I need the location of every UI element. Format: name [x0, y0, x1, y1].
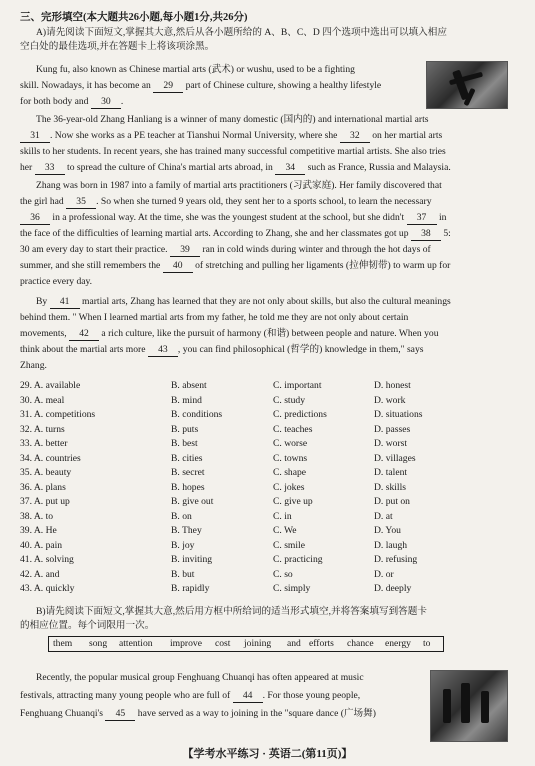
word-box-item: joining — [244, 638, 272, 649]
option-b: B. They — [171, 525, 202, 536]
option-a: 42. A. and — [20, 568, 60, 580]
blank-40: 40 — [163, 260, 193, 273]
option-c: C. predictions — [273, 409, 327, 420]
option-c: C. in — [273, 510, 292, 522]
passage-b-line: Recently, the popular musical group Fenghuang Chuanqi has often appeared at music — [36, 672, 364, 683]
blank-37: 37 — [407, 212, 437, 225]
option-c: C. jokes — [273, 481, 305, 493]
option-d: D. refusing — [374, 554, 418, 565]
option-a: 31. A. competitions — [20, 409, 96, 420]
option-b: B. joy — [171, 539, 195, 551]
word-box-item: cost — [215, 638, 231, 649]
passage-a-line: for both body and 30 . — [20, 96, 124, 107]
word-box-item: and — [287, 638, 301, 649]
option-d: D. at — [374, 510, 393, 522]
word-box-item: energy — [385, 638, 411, 649]
option-c: C. smile — [273, 539, 305, 551]
word-box-item: improve — [170, 638, 202, 649]
option-a: 34. A. countries — [20, 452, 81, 464]
blank-29: 29 — [153, 80, 183, 93]
option-d: D. situations — [374, 409, 423, 420]
part-a-instruction-2: 空白处的最佳选项,并在答题卡上将该项涂黑。 — [20, 41, 215, 52]
word-box-item: efforts — [309, 638, 334, 649]
option-c: C. important — [273, 380, 322, 391]
option-a: 35. A. beauty — [20, 467, 72, 478]
blank-44: 44 — [233, 690, 263, 703]
option-c: C. simply — [273, 583, 311, 594]
word-box-item: song — [89, 638, 108, 649]
option-c: C. worse — [273, 438, 308, 449]
passage-a-line: movements, 42 a rich culture, like the pursuit of harmony (和谐) between people and nature. When you — [20, 328, 439, 339]
blank-45: 45 — [105, 708, 135, 721]
passage-a-line: summer, and she still remembers the 40 of stretching and pulling her ligaments (拉伸韧带) to warm up for — [20, 260, 451, 271]
kungfu-photo — [426, 61, 508, 109]
passage-b-line: Fenghuang Chuanqi's 45 have served as a way to joining in the "square dance (广场舞) — [20, 708, 376, 719]
option-b: B. puts — [171, 423, 199, 435]
option-d: D. You — [374, 525, 401, 536]
passage-a-line: The 36-year-old Zhang Hanliang is a winner of many domestic (国内的) and international martial arts — [36, 114, 429, 125]
passage-a-line: 36 in a professional way. At the time, she was the youngest student at the school, but she didn't 37 in — [20, 212, 446, 225]
passage-a-line: Zhang. — [20, 360, 47, 371]
option-a: 40. A. pain — [20, 539, 63, 551]
blank-30: 30 — [91, 96, 121, 109]
option-c: C. towns — [273, 452, 308, 464]
option-c: C. give up — [273, 496, 313, 507]
word-box-item: them — [53, 638, 73, 649]
option-a: 37. A. put up — [20, 496, 70, 507]
option-c: C. teaches — [273, 423, 313, 435]
part-b-instruction-2: 的相应位置。每个词限用一次。 — [20, 620, 155, 631]
option-a: 43. A. quickly — [20, 583, 75, 594]
blank-41: 41 — [50, 296, 80, 309]
blank-38: 38 — [411, 228, 441, 241]
word-box-item: to — [423, 638, 431, 649]
option-a: 39. A. He — [20, 525, 57, 536]
option-b: B. cities — [171, 452, 203, 464]
passage-a-line: Kung fu, also known as Chinese martial arts (武术) or wushu, used to be a fighting — [36, 64, 355, 75]
passage-a-line: behind them. " When I learned martial arts from my father, he told me they are not only about certain — [20, 312, 409, 323]
option-a: 29. A. available — [20, 380, 81, 391]
option-b: B. give out — [171, 496, 214, 507]
option-c: C. practicing — [273, 554, 323, 565]
option-d: D. put on — [374, 496, 410, 507]
option-b: B. inviting — [171, 554, 213, 565]
option-b: B. rapidly — [171, 583, 210, 594]
option-b: B. mind — [171, 394, 202, 406]
option-a: 36. A. plans — [20, 481, 66, 493]
option-b: B. conditions — [171, 409, 223, 420]
part-b-instruction-1: B)请先阅读下面短文,掌握其大意,然后用方框中所给词的适当形式填空,并将答案填写到答题卡 — [36, 606, 427, 617]
blank-36: 36 — [20, 212, 50, 225]
option-d: D. talent — [374, 467, 408, 478]
section-title: 三、完形填空(本大题共26小题,每小题1分,共26分) — [20, 12, 248, 23]
word-box-item: chance — [347, 638, 374, 649]
option-a: 30. A. meal — [20, 394, 65, 406]
blank-34: 34 — [275, 162, 305, 175]
option-d: D. laugh — [374, 539, 408, 551]
blank-43: 43 — [148, 344, 178, 357]
blank-42: 42 — [69, 328, 99, 341]
option-d: D. honest — [374, 380, 411, 391]
option-b: B. best — [171, 438, 198, 449]
passage-a-line: 30 am every day to start their practice. 39 ran in cold winds during winter and through the hot days of — [20, 244, 431, 255]
option-c: C. shape — [273, 467, 307, 478]
option-b: B. absent — [171, 380, 207, 391]
blank-35: 35 — [66, 196, 96, 209]
option-b: B. secret — [171, 467, 205, 478]
option-b: B. on — [171, 510, 192, 522]
blank-31: 31 — [20, 130, 50, 143]
option-a: 32. A. turns — [20, 423, 65, 435]
passage-a-line: skill. Nowadays, it has become an 29 part of Chinese culture, showing a healthy lifestyle — [20, 80, 382, 91]
festival-photo — [430, 670, 508, 742]
passage-a-line: 31 . Now she works as a PE teacher at Tianshui Normal University, where she 32 on her martial arts — [20, 130, 442, 143]
option-a: 38. A. to — [20, 510, 54, 522]
blank-32: 32 — [340, 130, 370, 143]
passage-a-line: skills to her students. In recent years, she has trained many successful competitive martial artists. She also tries — [20, 146, 446, 157]
word-box-item: attention — [119, 638, 153, 649]
page-footer: 【学考水平练习 · 英语二(第11页)】 — [182, 748, 353, 760]
blank-39: 39 — [170, 244, 200, 257]
option-d: D. deeply — [374, 583, 412, 594]
passage-a-line: think about the martial arts more 43 , you can find philosophical (哲学的) knowledge in them," says — [20, 344, 424, 355]
option-d: D. or — [374, 568, 394, 580]
passage-a-line: practice every day. — [20, 276, 93, 287]
option-b: B. hopes — [171, 481, 205, 493]
option-d: D. skills — [374, 481, 406, 493]
option-c: C. so — [273, 568, 293, 580]
option-d: D. work — [374, 394, 406, 406]
option-c: C. study — [273, 394, 305, 406]
passage-a-line: Zhang was born in 1987 into a family of martial arts practitioners (习武家庭). Her family discovered that — [36, 180, 442, 191]
option-a: 33. A. better — [20, 438, 68, 449]
blank-33: 33 — [35, 162, 65, 175]
passage-a-line: the face of the difficulties of learning martial arts. According to Zhang, she and her classmates got up 38 5: — [20, 228, 451, 239]
option-d: D. villages — [374, 452, 416, 464]
passage-b-line: festivals, attracting many young people who are full of 44 . For those young people, — [20, 690, 361, 701]
passage-a-line: her 33 to spread the culture of China's martial arts abroad, in 34 such as France, Russia and Malaysia. — [20, 162, 451, 173]
option-d: D. worst — [374, 438, 408, 449]
passage-a-line: By 41 martial arts, Zhang has learned that they are not only about skills, but also the cultural meanings — [36, 296, 451, 307]
option-a: 41. A. solving — [20, 554, 74, 565]
option-c: C. We — [273, 525, 297, 536]
part-a-instruction-1: A)请先阅读下面短文,掌握其大意,然后从各小题所给的 A、B、C、D 四个选项中选出可以填入相应 — [36, 27, 447, 38]
passage-a-line: the girl had 35 . So when she turned 9 years old, they sent her to a sports school, to learn the necessary — [20, 196, 432, 207]
option-b: B. but — [171, 568, 195, 580]
option-d: D. passes — [374, 423, 411, 435]
word-box — [48, 636, 444, 652]
